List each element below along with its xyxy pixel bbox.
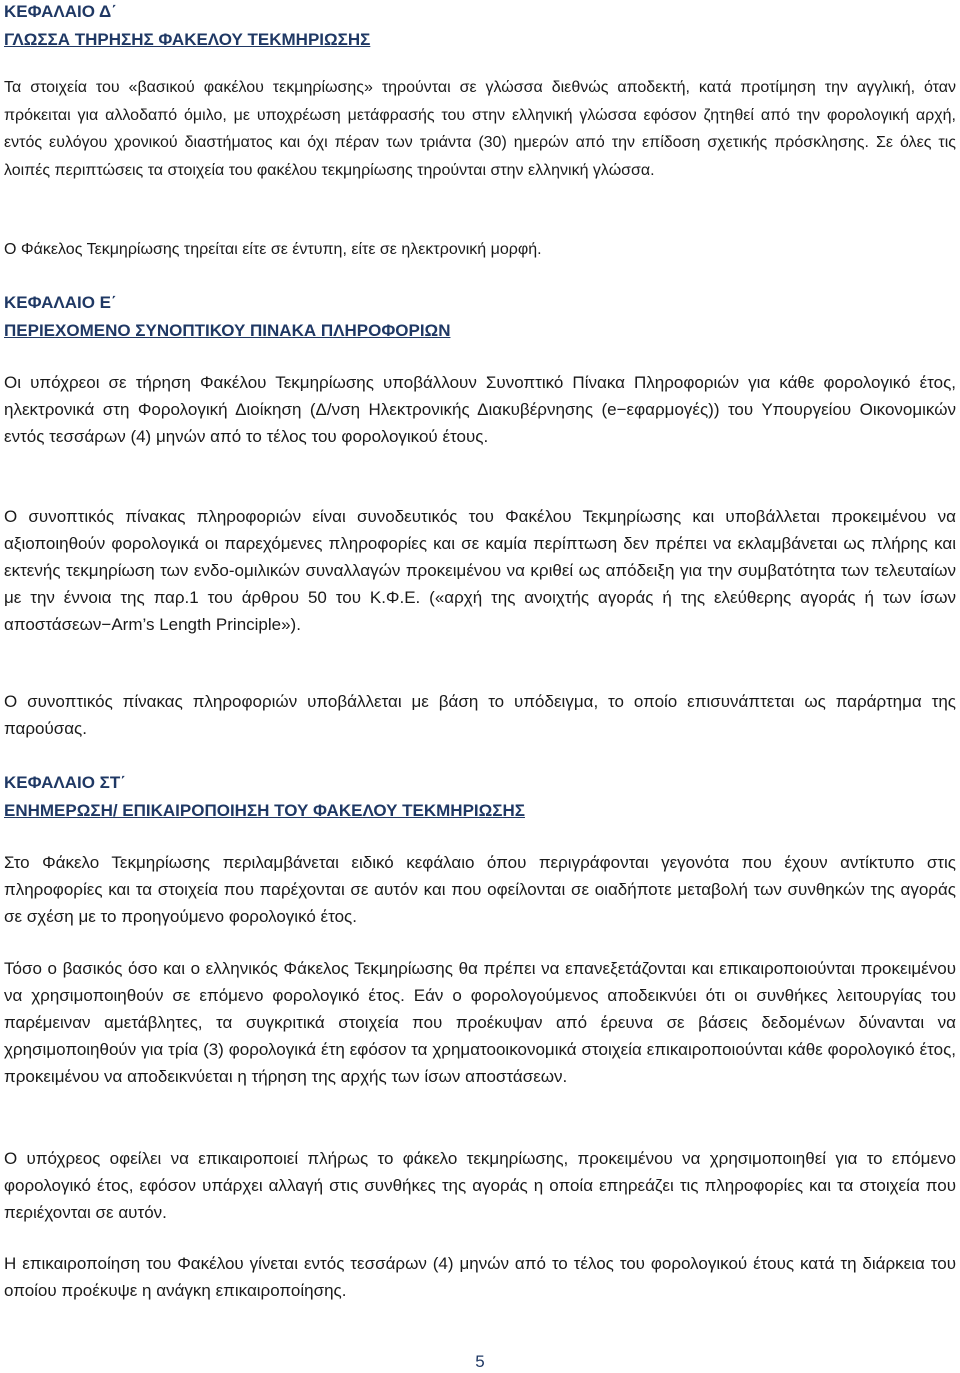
chapter-st-paragraph: Η επικαιροποίηση του Φακέλου γίνεται εντός τεσσάρων (4) μηνών από το τέλος του φορολογικού έτους κατά τη διάρκεια του οποίου προέκυψε η ανάγκη επικαιροποίησης. (4, 1254, 956, 1300)
chapter-d-number: ΚΕΦΑΛΑΙΟ Δ΄ (4, 2, 117, 21)
chapter-e-paragraph: Ο συνοπτικός πίνακας πληροφοριών είναι συνοδευτικός του Φακέλου Τεκμηρίωσης και υποβάλλεται προκειμένου να αξιοποιηθούν φορολογικά οι παρεχόμενες πληροφορίες και σε καμία περίπτωση δεν πρέπει να εκλαμβάνεται ως πλήρης και εκτενής τεκμηρίωση των ενδο-ομιλικών συναλλαγών προκειμένου να κριθεί ως απόδειξη για την συμβατότητα των τελευταίων με την έννοια της παρ.1 του άρθρου 50 του Κ.Φ.Ε. («αρχή της ανοιχτής αγοράς ή της ελεύθερης αγοράς ή των ίσων αποστάσεων−Arm’s Length Principle»). (4, 507, 956, 634)
chapter-st-heading (4, 769, 956, 825)
chapter-st-paragraph: Τόσο ο βασικός όσο και ο ελληνικός Φάκελος Τεκμηρίωσης θα πρέπει να επανεξετάζονται και επικαιροποιούνται προκειμένου να χρησιμοποιηθούν σε επόμενο φορολογικό έτος. Εάν ο φορολογούμενος αποδεικνύει ότι οι συνθήκες λειτουργίας του παρέμειναν αμετάβλητες, τα συγκριτικά στοιχεία που προέκυψαν από έρευνα σε βάσεις δεδομένων δύνανται να χρησιμοποιηθούν για τρία (3) φορολογικά έτη εφόσον τα χρηματοοικονομικά στοιχεία επικαιροποιούνται κάθε φορολογικό έτος, προκειμένου να αποδεικνύεται η τήρηση της αρχής των ίσων αποστάσεων. (4, 959, 956, 1086)
chapter-st-paragraph: Ο υπόχρεος οφείλει να επικαιροποιεί πλήρως το φάκελο τεκμηρίωσης, προκειμένου να χρησιμοποιηθεί για το επόμενο φορολογικό έτος, εφόσον υπάρχει αλλαγή στις συνθήκες της αγοράς η οποία επηρεάζει τις πληροφορίες και τα στοιχεία που περιέχονται σε αυτόν. (4, 1149, 956, 1222)
chapter-e-paragraph: Οι υπόχρεοι σε τήρηση Φακέλου Τεκμηρίωσης υποβάλλουν Συνοπτικό Πίνακα Πληροφοριών για κάθε φορολογικό έτος, ηλεκτρονικά στη Φορολογική Διοίκηση (Δ/νση Ηλεκτρονικής Διακυβέρνησης (e−εφαρμογές)) του Υπουργείου Οικονομικών εντός τεσσάρων (4) μηνών από το τέλος του φορολογικού έτους. (4, 373, 956, 446)
chapter-e-number: ΚΕΦΑΛΑΙΟ Ε΄ (4, 293, 117, 312)
chapter-e-title: ΠΕΡΙΕΧΟΜΕΝΟ ΣΥΝΟΠΤΙΚΟΥ ΠΙΝΑΚΑ ΠΛΗΡΟΦΟΡΙΩΝ (4, 321, 451, 340)
chapter-st-number: ΚΕΦΑΛΑΙΟ ΣΤ΄ (4, 773, 126, 792)
chapter-st-title: ΕΝΗΜΕΡΩΣΗ/ ΕΠΙΚΑΙΡΟΠΟΙΗΣΗ ΤΟΥ ΦΑΚΕΛΟΥ ΤΕΚΜΗΡΙΩΣΗΣ (4, 801, 525, 820)
chapter-d-paragraph: Τα στοιχεία του «βασικού φακέλου τεκμηρίωσης» τηρούνται σε γλώσσα διεθνώς αποδεκτή, κατά προτίμηση την αγγλική, όταν πρόκειται για αλλοδαπό όμιλο, με υποχρέωση μετάφρασής του στην ελληνική γλώσσα εφόσον ζητηθεί από την φορολογική αρχή, εντός ευλόγου χρονικού διαστήματος και όχι πέραν των τριάντα (30) ημερών από την επίδοση σχετικής πρόσκλησης. Σε όλες τις λοιπές περιπτώσεις τα στοιχεία του φακέλου τεκμηρίωσης τηρούνται στην ελληνική γλώσσα. (4, 79, 956, 179)
chapter-st-paragraph: Στο Φάκελο Τεκμηρίωσης περιλαμβάνεται ειδικό κεφάλαιο όπου περιγράφονται γεγονότα που έχουν αντίκτυπο στις πληροφορίες και τα στοιχεία που παρέχονται σε αυτόν και που οφείλονται σε οιαδήποτε μεταβολή των συνθηκών της αγοράς σε σχέση με το προηγούμενο φορολογικό έτος. (4, 853, 956, 926)
chapter-e-paragraph: Ο συνοπτικός πίνακας πληροφοριών υποβάλλεται με βάση το υπόδειγμα, το οποίο επισυνάπτεται ως παράρτημα της παρούσας. (4, 692, 956, 738)
chapter-d-title: ΓΛΩΣΣΑ ΤΗΡΗΣΗΣ ΦΑΚΕΛΟΥ ΤΕΚΜΗΡΙΩΣΗΣ (4, 30, 371, 49)
chapter-d-heading (4, 0, 956, 54)
page-number: 5 (475, 1352, 485, 1371)
chapter-e-heading (4, 289, 956, 345)
chapter-d-paragraph: Ο Φάκελος Τεκμηρίωσης τηρείται είτε σε έντυπη, είτε σε ηλεκτρονική μορφή. (4, 241, 542, 258)
